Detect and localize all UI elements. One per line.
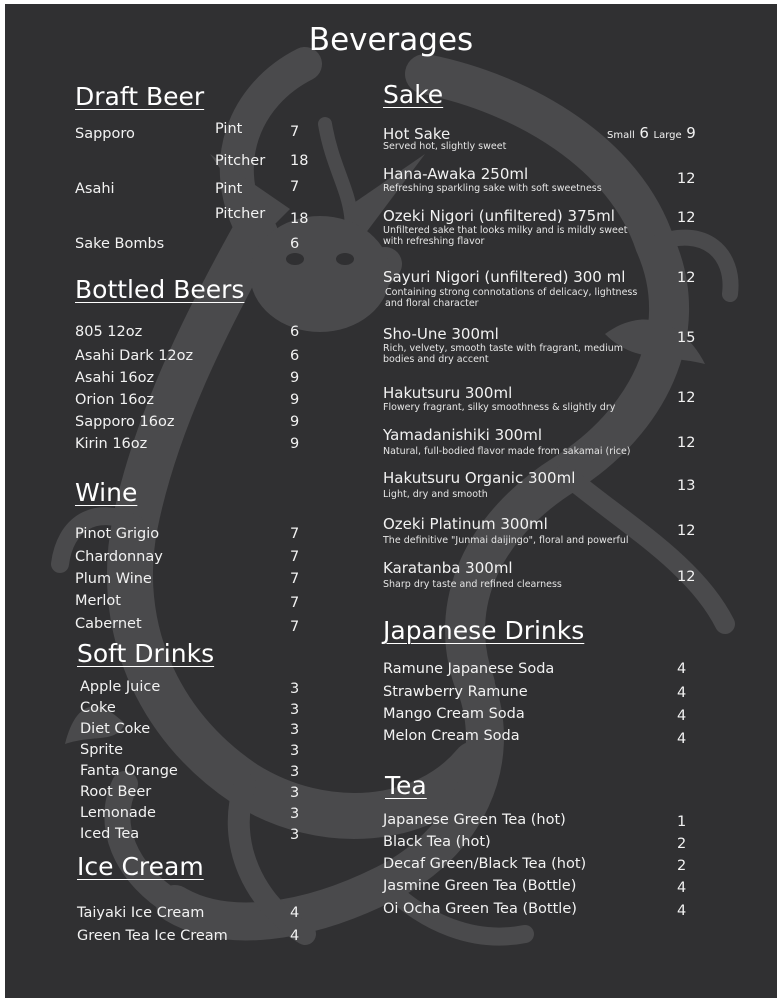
draft-beer-heading: Draft Beer	[75, 82, 205, 111]
sake-item-price: 12	[677, 171, 696, 187]
list-item: 805 12oz	[75, 324, 143, 340]
draft-price: 18	[290, 211, 309, 227]
list-item: Plum Wine	[75, 571, 152, 587]
menu-page	[5, 4, 777, 998]
sake-item-name: Sho-Une 300ml	[383, 325, 499, 343]
list-item: Lemonade	[80, 805, 156, 821]
list-item: Sprite	[80, 742, 124, 758]
sake-item-name: Hot Sake	[383, 125, 451, 143]
list-item: Fanta Orange	[80, 763, 178, 779]
size-small-label: Small	[607, 130, 635, 141]
draft-pitcher-label: Pitcher	[215, 153, 266, 169]
list-item: Diet Coke	[80, 721, 151, 737]
sake-item-desc: Unfiltered sake that looks milky and is mildly sweet with refreshing flavor	[383, 225, 628, 247]
list-item-price: 7	[290, 595, 300, 611]
sake-item-name: Hana-Awaka 250ml	[383, 165, 529, 183]
list-item-price: 1	[677, 814, 687, 830]
list-item: Chardonnay	[75, 549, 163, 565]
list-item-price: 7	[290, 549, 300, 565]
sake-item-price: 12	[677, 523, 696, 539]
list-item-price: 3	[290, 743, 300, 759]
sake-item-name: Hakutsuru Organic 300ml	[383, 469, 576, 487]
list-item-price: 3	[290, 827, 300, 843]
sake-item-desc: Refreshing sparkling sake with soft sweetness	[383, 183, 602, 194]
sake-item-name: Ozeki Platinum 300ml	[383, 515, 548, 533]
list-item-price: 6	[290, 324, 300, 340]
list-item: Orion 16oz	[75, 392, 155, 408]
list-item-price: 7	[290, 526, 300, 542]
list-item-price: 4	[677, 903, 687, 919]
draft-sapporo: Sapporo	[75, 126, 135, 142]
sake-item-desc: Light, dry and smooth	[383, 489, 488, 500]
list-item: Merlot	[75, 593, 121, 609]
list-item: Decaf Green/Black Tea (hot)	[383, 856, 587, 872]
list-item: Mango Cream Soda	[383, 706, 525, 722]
list-item-price: 4	[290, 905, 300, 921]
draft-price: 6	[290, 236, 300, 252]
sake-item-desc: Natural, full-bodied flavor made from sakamai (rice)	[383, 446, 631, 457]
sake-item-desc: Served hot, slightly sweet	[383, 141, 507, 152]
list-item: Melon Cream Soda	[383, 728, 520, 744]
sake-heading: Sake	[383, 80, 444, 109]
bottled-beers-heading: Bottled Beers	[75, 275, 245, 304]
draft-price: 18	[290, 153, 309, 169]
list-item: Kirin 16oz	[75, 436, 148, 452]
list-item-price: 3	[290, 702, 300, 718]
sake-item-price: 13	[677, 478, 696, 494]
list-item: Strawberry Ramune	[383, 684, 528, 700]
hot-sake-sizes	[607, 124, 696, 142]
sake-item-name: Sayuri Nigori (unfiltered) 300 ml	[383, 268, 626, 286]
list-item: Asahi Dark 12oz	[75, 348, 194, 364]
wine-heading: Wine	[75, 478, 138, 507]
list-item-price: 3	[290, 785, 300, 801]
sake-item-price: 12	[677, 210, 696, 226]
list-item-price: 4	[677, 685, 687, 701]
list-item: Iced Tea	[80, 826, 140, 842]
list-item-price: 6	[290, 348, 300, 364]
list-item-price: 4	[677, 880, 687, 896]
list-item: Root Beer	[80, 784, 152, 800]
list-item-price: 9	[290, 370, 300, 386]
list-item-price: 9	[290, 436, 300, 452]
list-item-price: 4	[290, 928, 300, 944]
list-item: Sapporo 16oz	[75, 414, 175, 430]
list-item-price: 3	[290, 681, 300, 697]
size-small-price: 6	[639, 124, 649, 142]
sake-item-price: 12	[677, 569, 696, 585]
list-item: Coke	[80, 700, 116, 716]
tea-heading: Tea	[385, 771, 427, 800]
draft-asahi: Asahi	[75, 181, 115, 197]
sake-item-name: Hakutsuru 300ml	[383, 384, 513, 402]
draft-sake-bombs: Sake Bombs	[75, 236, 165, 252]
list-item-price: 4	[677, 661, 687, 677]
sake-item-price: 15	[677, 330, 696, 346]
list-item: Asahi 16oz	[75, 370, 155, 386]
sake-item-desc: The definitive "Junmai daijingo", floral and powerful	[383, 535, 629, 546]
list-item: Ramune Japanese Soda	[383, 661, 555, 677]
list-item-price: 3	[290, 722, 300, 738]
draft-price: 7	[290, 124, 300, 140]
ice-cream-heading: Ice Cream	[77, 852, 204, 881]
list-item: Oi Ocha Green Tea (Bottle)	[383, 901, 577, 917]
list-item-price: 7	[290, 571, 300, 587]
size-large-price: 9	[686, 124, 696, 142]
sake-item-desc: Flowery fragrant, silky smoothness & slightly dry	[383, 402, 616, 413]
sake-item-price: 12	[677, 390, 696, 406]
list-item: Green Tea Ice Cream	[77, 928, 228, 944]
list-item: Taiyaki Ice Cream	[77, 905, 205, 921]
list-item-price: 4	[677, 708, 687, 724]
sake-item-desc: Containing strong connotations of delicacy, lightness and floral character	[385, 287, 638, 309]
list-item-price: 2	[677, 836, 687, 852]
list-item-price: 3	[290, 764, 300, 780]
list-item: Jasmine Green Tea (Bottle)	[383, 878, 577, 894]
sake-item-desc: Rich, velvety, smooth taste with fragrant, medium bodies and dry accent	[383, 343, 623, 365]
japanese-drinks-heading: Japanese Drinks	[383, 616, 585, 645]
list-item: Pinot Grigio	[75, 526, 160, 542]
list-item: Cabernet	[75, 616, 142, 632]
list-item: Apple Juice	[80, 679, 161, 695]
page-title: Beverages	[308, 22, 474, 58]
sake-item-price: 12	[677, 270, 696, 286]
sake-item-price: 12	[677, 435, 696, 451]
sake-item-desc: Sharp dry taste and refined clearness	[383, 579, 562, 590]
size-large-label: Large	[653, 130, 682, 141]
draft-pint-label: Pint	[215, 121, 243, 137]
sake-item-name: Karatanba 300ml	[383, 559, 513, 577]
list-item-price: 7	[290, 619, 300, 635]
list-item-price: 2	[677, 858, 687, 874]
draft-pitcher-label: Pitcher	[215, 206, 266, 222]
list-item-price: 9	[290, 414, 300, 430]
list-item-price: 4	[677, 731, 687, 747]
list-item-price: 3	[290, 806, 300, 822]
soft-drinks-heading: Soft Drinks	[77, 639, 215, 668]
list-item-price: 9	[290, 392, 300, 408]
list-item: Black Tea (hot)	[383, 834, 491, 850]
draft-price: 7	[290, 179, 300, 195]
sake-item-name: Ozeki Nigori (unfiltered) 375ml	[383, 207, 615, 225]
sake-item-name: Yamadanishiki 300ml	[383, 426, 543, 444]
list-item: Japanese Green Tea (hot)	[383, 812, 566, 828]
draft-pint-label: Pint	[215, 181, 243, 197]
